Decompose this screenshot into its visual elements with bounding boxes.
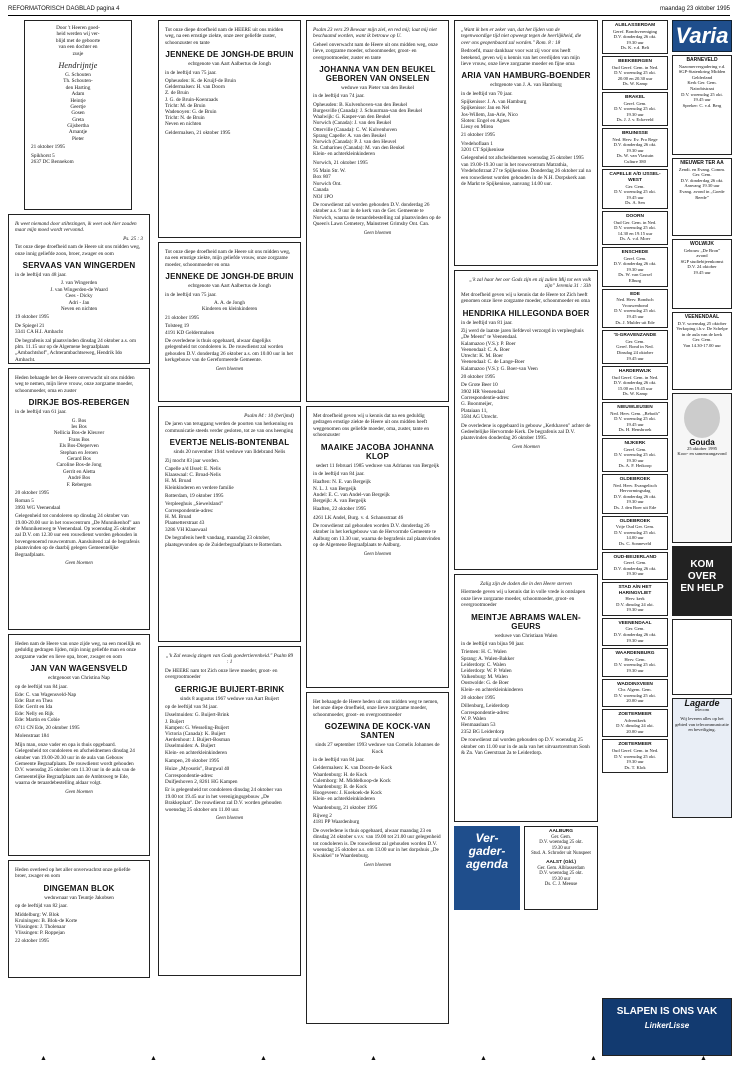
notice-age: in de leeftijd van 74 jaar. [313,93,365,100]
notice-intro: Met droefheid geven wij u kennis dat de Heere tot Zich heeft genomen onze lieve zorgzame moeder, schoonmoeder en oma [461,291,590,305]
column-3 [306,20,449,1028]
notice-sub: echtgenoot van Christina Nap [48,675,110,682]
notice-sub: sinds 8 augustus 1967 weduwe van Aart Buijert [180,695,279,702]
notice-address: Huize „Myosotis", Burgwal 40 Correspondentie-adres: Duifjeshoven 2, 8261 HG Kampen [165,766,238,785]
notice-closing: Geen bloemen [215,816,244,821]
agenda-item: DOORN Oud Ger. Gem. in Ned. D.V. woensdag 25 okt. 14.30 en 19.15 uur Ds. A. v.d. Moer [602,211,668,245]
agenda-item: BEEKBERGEN Oud Geref. Gem. in Ned. D.V. woensdag 25 okt. 20.00 en 20.30 uur Ds. W. Kamp [602,56,668,90]
ad-kom-over-en-help: KOM OVER EN HELP [672,546,732,616]
notice-date: Norwich, 21 oktober 1995 [313,159,368,166]
notice-note: Gelegenheid tot afscheidnemen woensdag 25 oktober 1995 van 19.00-19.30 uur in het rouwcentrum Matrathia, Vredehofstraat 27 te Spijkenisse. Donderdag 26 oktober zal na een rouwdienst worden gehouden in de N.H. Dorpskerk aan de Markt te Spijkenisse, aanvang 14.00 uur. [461,155,591,188]
agenda-item: STAD A/N HET HARINGVLIET Herv. kerk D.V. dinsdag 24 okt. 19.30 uur [602,582,668,616]
notice-sub: echtgenote van Aart Aalbertus de Jongh [188,283,271,290]
notice-name: HENDRIKA HILLEGONDA BOER [462,308,590,318]
notice-gozewina [306,692,449,1024]
notice-name: JENNEKE DE JONGH-DE BRUIN [165,272,294,282]
ad-veenendaal: VEENENDAAL D.V. woensdag 25 oktober Verkoping t.b.v. De Schelpe in de aula van de kerk Ger. Gem. Van 14.30-17.00 uur [672,312,732,390]
notice-age: op de leeftijd van 94 jaar. [165,704,218,711]
birth-date: 21 oktober 1995 [31,144,66,151]
varia-banner: Varia [672,20,732,52]
notice-name: DINGEMAN BLOK [43,883,115,893]
agenda-item: OLDEBROEK Vrije Oud Ger. Gem. D.V. woensdag 25 okt. 14.00 uur Ds. C. Sonneveld [602,516,668,550]
notice-age: in de leeftijd van 75 jaar. [165,69,217,76]
notice-age: Zij mocht 83 jaar worden. [165,457,220,464]
notice-evertje [158,406,301,642]
notice-intro: Geheel onverwacht nam de Heere uit ons midden weg, onze lieve, zorgzame moeder, schoonmoeder, groot- en overgrootmoeder, zuster en tante [313,41,438,61]
notice-note: De overledene is thuis opgebaard, alwaar maandag 23 en dinsdag 24 oktober s.v.v. van 19.00 tot 21.00 uur gelegenheid tot condoleren is. De rouwdienst zal gehouden worden D.V. woensdag 25 oktober a.s. om 13.00 uur in het dorpshuis „De Kwakkel" te Waardenburg. [313,827,441,860]
notice-name: SERVAAS VAN WINGERDEN [22,261,136,271]
registration-mark: ▲ [590,1054,597,1062]
page-header [8,4,730,16]
notice-age: in de leeftijd van 84 jaar. [313,757,365,764]
notice-address: Tolsteeg 19 4191 KD Geldermalsen [165,323,215,336]
notice-date: Kampen, 20 oktober 1995 [165,757,220,764]
notice-verse: Psalm 84 : 10 (berijmd) [244,413,294,419]
notice-family: J. van Wingerden J. van Wingerden-de Waard Cees - Dicky Adri - Jan Neven en nichten [50,280,108,312]
notice-intro: Tot onze diepe droefheid nam de Heere uit ons midden weg, onze innig geliefde zoon, broer, zwager en oom [15,244,141,257]
notice-family: Opheusden: K. de Kruijf-de Bruin Geldermalsen: H. van Doorn Z. de Bruin J. G. de Bruin-Koenraads Tricht: M. de Bruin Wadenoyen: G. de Bruin Tricht: N. de Bruin Neven en nichten [165,78,237,128]
agenda-item: BRUINISSE Ned. Herv. Ev. Pro Rege D.V. donderdag 26 okt. 19.30 uur Ds. W. van Vlastuin Culture 380 [602,128,668,168]
agenda-item: HARDERWIJK Oud Geref. Gem. in Ned. D.V. donderdag 26 okt. 15.00 en 19.45 uur Ds. W. Kamp [602,366,668,400]
agenda-item: BRAKEL Geref. Gem. D.V. woensdag 25 okt. 19.30 uur Ds. J. J. v. Eckeveld [602,92,668,126]
notice-address: Rijweg 2 4181 PP Waardenburg [313,812,360,826]
notice-intro: Hiermede geven wij u kennis dat in volle vrede is ontslapen onze lieve zorgzame moeder, schoonmoeder, groot- en overgrootmoeder [461,589,586,609]
notice-address: Roman 5 3993 WG Veenendaal [15,498,61,511]
notice-sub: weduwe van Pieter van den Beukel [340,85,415,92]
registration-mark: ▲ [260,1054,267,1062]
notice-family: G. Bos Ies Bos Nellicia Bos-de Kleuver Frans Bos Els Bos-Dieperven Stephan en Jeroen Gerard Bos Caroline Bos-de Jong Gerrit en Aletta André Bos F. Rebergen [53,417,105,488]
notice-closing: Geen bloemen [65,560,93,566]
registration-mark: ▲ [150,1054,157,1062]
notice-note: De overledene is thuis opgebaard, alwaar dagelijks gelegenheid tot condoleren is. De rouwdienst zal worden gehouden D.V. donderdag 26 oktober a.s. om 10.00 uur in het kerkgebouw van de Gereformeerde Gemeente. [165,338,293,364]
notice-age: op de leeftijd van 84 jaar. [15,683,68,690]
notice-name: JOHANNA VAN DEN BEUKEL GEBOREN VAN ONSELEN [319,65,436,84]
ad-lagarde: Lagarde telecom Wij leveren alles op het gebied van telecommunicatie en beveiliging. [672,698,732,818]
notice-address: Vredehoflaan 1 3201 CT Spijkenisse [461,140,505,153]
notice-intro: Heden nam de Heere van onze zijde weg, na een moeilijk en geduldig gedragen lijden, mijn innig geliefde man en onze zorgzame vader en lieve opa, broer, zwager en oom [15,641,141,660]
notice-date: 20 oktober 1995 [461,694,496,701]
notice-age: in de leeftijd van 48 jaar. [15,272,67,279]
registration-mark: ▲ [700,1054,707,1062]
column-2 [158,20,301,980]
vergader-agenda-block [454,826,598,910]
notice-intro: Het behaagde de Heere heden uit ons midden weg te nemen, het onze diepe droefheid, onze lieve zorgzame moeder, schoonmoeder, groot- en overgrootmoeder [313,699,439,718]
agenda-item: ENSCHEDE Geref. Gem. D.V. donderdag 26 okt. 19.30 uur Ds. W. van Gorsel Elburg [602,247,668,287]
ad-nieuwer-ter-aa: NIEUWER TER AA Zendi. en Evang. Comm. Ger. Gem. D.V. donderdag 26 okt. Aanvang 19.30 uur Evang. avond in „Goede Reede” [672,158,732,236]
notice-age: in de leeftijd van 70 jaar. [461,90,513,97]
notice-sub: weduwe van Christiaan Walen [494,632,558,639]
header-right: maandag 23 oktober 1995 [659,6,730,12]
notice-address: Molenstraat 184 [15,733,49,740]
ad-gouda: Gouda 25 oktober 1995 Koor- en samenzangavond [672,393,732,543]
notice-date: 21 oktober 1995 [165,314,200,321]
notice-note: De rouwdienst zal gehouden worden D.V. donderdag 26 oktober in het kerkgebouw van de Hervormde Gemeente te Aalburg om 13.30 uur, waarna de begrafenis zal plaatsvinden op de Algemene Begraafplaats te Aalburg. [313,523,441,549]
notice-gerrigje [158,646,301,976]
notice-closing: Geen bloemen [363,551,392,557]
agenda-item: NIEUWLEUSEN Ned. Herv. Gem. „Beboth” D.V. woensdag 25 okt. 19.45 uur Ds. H. Hensbroek [602,402,668,436]
agenda-item: CAPELLE A/D IJSSEL-WEST Ger. Gem. D.V. woensdag 25 okt. 19.45 uur Ds. A. Sen [602,169,668,209]
agenda-item: ZOETERMEER Adventkerk D.V. dinsdag 24 okt. 20.00 uur [602,709,668,737]
notice-age: in de leeftijd van bijna 90 jaar. [461,641,525,648]
notice-verse: Zalig zijn de doden die in den Heere sterven [480,581,572,587]
notice-intro: Heden behaagde het de Heere onverwacht uit ons midden weg te nemen, mijn lieve vrouw, onze zorgzame moeder, schoonmoeder, oma en zuster [15,375,135,394]
agenda-aalst: AALST (Gld.) [546,859,576,865]
notice-family: Ede: C. van Wagensveld-Nap Ede: Bart en Thea Ede: Gerrit en Ida Ede: Nelly en Rijk Ede: Martin en Cobie [15,692,77,723]
birth-family: G. Schouten Th. Schouten- den Harting Adam Heintje Geertje Gosen Greta Gijsbertha Arnantje Pieter [63,71,93,142]
notice-age: in de leeftijd van 81 jaar. [461,319,513,326]
notice-note: De begrafenis zal plaatsvinden dinsdag 24 oktober a.s. om plm. 11.15 uur op de Algemene begraafplaats „Ambachtshof", Achterambachtseweg, Hendrik Ido Ambacht. [15,337,137,363]
right-column [672,20,732,821]
agenda-item: ZOETERMEER Oud Geref. Gem. in Ned. D.V. woensdag 25 okt. 19.30 uur Ds. T. Klok [602,739,668,773]
column-4 [454,20,598,910]
birth-name: Hendrijntje [58,60,98,70]
notice-age: in de leeftijd van 61 jaar. [15,409,67,416]
verse-ref: Ps. 25 : 3 [123,235,143,242]
agenda-item: 'S-GRAVENZANDE Ger. Gem. Geref. Bond in Ned. Dinsdag 24 oktober 19.45 uur [602,330,668,364]
notice-age: in de leeftijd van 84 jaar. [313,471,365,478]
notice-age: in de leeftijd van 75 jaar. [165,291,217,298]
ad-barneveld: BARNEVELD Nazomervergadering v.d. SGP-Statenkring Midden Gelderland Kerk Ger. Gem. Nairobistraat D.V. woensdag 25 okt. 19.45 uur Spreker: C. v.d. Berg [672,55,732,155]
notice-verse: „'k zal haar het oor Gods zijn en zij zullen Mij tot een volk zijn" Jeremia 31 : 33b [469,277,591,290]
notice-family: Opheusden: B. Kulvenhoven-van den Beukel Burgesville (Canada): J. Schuurman-van den Beukel Waalwijk: G. Kasper-van den Beukel Norwich (Canada): J. van den Beukel Otterville (Canada): C. W. Kulvenhoven Sprang Capelle: A. van den Beukel Norwich (Canada): P. J. van den Heuvel St. Catharines (Canada): M. van den Beukel Klein- en achterkleinkinderen [313,101,423,158]
notice-date: 6711 CN Ede, 20 oktober 1995 [15,724,80,731]
gouda-emblem [684,398,720,438]
notice-name: EVERTJE NELIS-BONTENBAL [169,438,290,448]
notice-name: GERRIGJE BUIJERT-BRINK [174,684,285,694]
notice-sub: echtgenote van Aart Aalbertus de Jongh [188,61,271,68]
notice-sub: sinds 27 september 1993 weduwe van Cornelis Johannes de Kock [315,742,440,755]
notice-name: MAAIKE JACOBA JOHANNA KLOP [320,442,435,461]
notice-intro: Met droefheid geven wij u kennis dat na een geduldig gedragen ernstige ziekte de Heere uit ons midden heeft weggenomen ons geliefde moeder, oma, zuster, tante en schoonzuster [313,413,429,439]
notice-family: IJsselmuiden: G. Buijert-Brink J. Buijert Kampen: G. Wesseling-Buijert Victoria (Canada): K. Buijert Aerdenhout: J. Buijert-Bosman IJsselmuiden: A. Buijert Klein- en achterkleinkinderen [165,712,230,756]
notice-address: 95 Main Str. W. Box 807 Norwich Ont. Canada NOJ 1PO [313,167,346,200]
vergader-agenda-list: AALBURG Ger. Gem. D.V. woensdag 25 okt. 19.30 uur Stud. A. Schroder uit Nunspeet AALST (Gld.) Ger. Gem. Alblasserdam D.V. woensdag 25 okt. 19.30 uur Ds. C. J. Meeuse [524,826,598,910]
notice-note: De rouwdienst zal worden gehouden D.V. donderdag 26 oktober a.s. 9 uur in de kerk van de Ger. Gemeente te Norwich, waarna de teraardebestelling zal plaatsvinden op de Queen's Lawn Cemetery, Mainstreet Grimsby Ont. Can. [313,201,441,228]
agenda-item: OLDEBROEK Ned. Herv. Evangelisch Hervormingsdag D.V. donderdag 26 okt. 19.30 uur Ds. J. den Boer uit Ede [602,474,668,514]
notice-verse: „'k Zal eeuwig zingen van Gods goedertierenheid." Psalm 89 : 1 [165,653,294,666]
registration-mark: ▲ [370,1054,377,1062]
notice-note: Mijn man, onze vader en opa is thuis opgebaard. Gelegenheid tot condoleren en afscheidnemen dinsdag 24 oktober van 19.00-20.30 uur in de aula van Gebouw Gemeente Begraafplaats. De rouwdienst wordt gehouden D.V. woensdag 25 oktober om 11.30 uur in de aula van de Gemeentelijke Begraafplaats aan de Ambtsweg te Ede, waarna de teraardebestelling aldaar volgt. [15,741,136,787]
header-rule [8,15,730,16]
notice-servaas [8,214,150,364]
notice-address: De Spiegel 21 3341 CA H.I. Ambacht [15,322,63,336]
notice-name: GOZEWINA DE KOCK-VAN SANTEN [324,722,431,741]
notice-intro: De HEERE nam tot Zich onze lieve moeder, groot- en overgrootmoeder [165,667,278,681]
notice-age: op de leeftijd van 82 jaar. [15,903,68,910]
agenda-aalburg: AALBURG [549,829,573,834]
notice-sub: sinds 20 november 1944 weduwe van Ildebrand Nelis [173,449,286,456]
notice-jenneke-husband [158,242,301,402]
agenda-item: NIJKERK Geref. Gem. D.V. woensdag 25 okt. 19.30 uur Ds. A. F. Heikoop [602,438,668,472]
notice-address: Verpleeghuis „Siewelsland" Correspondentie-adres: H. M. Broad Plaatsetterstraat 43 3286 VH Klaaswaal [165,501,223,533]
notice-sub: weduwnaar van Teuntje Jakobsen [44,894,114,901]
notice-family: Triemen: H. C. Walen Sprang: A. Walen-Bakker Leiderdorp: C. Walen Leiderdorp: W. P. Walen Valkenburg: M. Walen Oostwolde: G. de Boer Klein- en achterkleinkinderen [461,649,523,693]
notice-intro: Bedroefd, maar dankbaar voor wat zij voor ons heeft betekend, geven wij u kennis van het overlijden van mijn lieve vrouw, onze lieve zorgzame moeder en fijne oma [461,48,580,68]
agenda-sidebar [602,20,668,775]
registration-mark: ▲ [40,1054,47,1062]
notice-aria [454,20,598,266]
notice-intro: Heden overleed op het aller onverwachtst onze geliefde broer, zwager en oom [15,867,131,880]
notice-name: JAN VAN WAGENSVELD [30,664,128,674]
agenda-item: EDE Ned. Herv. Bondsch Vrouwenbond D.V. woensdag 25 okt. 19.45 uur Ds. J. Mulder uit Ede [602,289,668,329]
notice-date: Rotterdam, 19 oktober 1995 [165,492,224,499]
notice-intro: Tot onze diepe droefheid nam de HEERE uit ons midden weg, na een ernstige ziekte, onze zeer geliefde zuster, schoonzuster en tante [165,27,284,46]
notice-sub: echtgenote van J. A. van Hamburg [490,82,562,89]
notice-note: Gelegenheid tot condoleren op dinsdag 24 oktober van 19.00-20.00 uur in het rouwcentrum „De Munnikenhof" aan de Munnikenweg te Veenendaal. Op woensdag 25 oktober zal D.V. om 12.30 uur een rouwdienst worden gehouden in bovengenoemd rouwcentrum. Aansluitend zal de begrafenis plaatsvinden op de daarbij gelegen Gemeentelijke Begraafplaats. [15,513,141,558]
notice-date: Geldermalsen, 21 oktober 1995 [165,129,231,136]
notice-address: De Grote Beer 10 3902 HR Veenendaal Correspondentie-adres: G. Boonmeijer, Plataiaan 11, 3584 AG Utrecht. [461,382,510,421]
notice-family: Haaften: N. E. van Bergeijk N. L. J. van Bergeijk Andel: E. C. van Andel-van Bergeijk Bergeijk: A. van Bergeijk [313,479,390,504]
agenda-item: ALBLASSERDAM Geref. Bondsvereniging D.V. donderdag 26 okt. 19.30 uur Ds. K. v.d. Belt [602,20,668,54]
notice-maaike [306,406,449,688]
ad-slapen-is-ons-vak: SLAPEN IS ONS VAK LinkerLisse [602,998,732,1056]
notice-name: JENNEKE DE JONGH-DE BRUIN [165,50,294,60]
notice-family: Spijkenisse: J. A. van Hamburg Spijkenisse: Jan en Nel Jos-Willem, Jan-Arie, Nico Sloten: Engel en Agnes Lieuy en Mirea [461,99,527,130]
notice-family: A. A. de Jongh Kinderen en kleinkinderen [201,300,258,313]
birth-notice-hendrijntje [24,20,132,210]
notice-name: MEINTJE ABRAMS WALEN-GEURS [471,612,581,631]
notice-dirkje [8,368,150,630]
notice-note: De begrafenis heeft vandaag, maandag 23 oktober, plaatsgevonden op de Zuiderbegraafplaats te Rotterdam. [165,535,283,548]
agenda-item: WADDINXVEEN Chr. Algem. Gem. D.V. woensdag 25 okt. 20.00 uur [602,679,668,707]
vergader-agenda-banner: Ver- gader- agenda [454,826,520,910]
agenda-item: WAARDENBURG Herv. Gem. D.V. woensdag 25 okt. 19.30 uur [602,648,668,676]
notice-closing: Geen bloemen [512,444,540,450]
notice-family: Zij werd de laatste jaren liefdevol verzorgd in verpleeghuis „De Meent" te Veenendaal. Kalamazoo (V.S.): P. Boer Veenendaal: C. A. Boer Utrecht: K. M. Boer Veenendaal: C. de Lange-Boer Kalamazoo (V.S.): G. Boer-van Veen [461,328,584,372]
notice-johanna [306,20,449,402]
column-1 [8,20,150,982]
notice-jenneke-family [158,20,301,238]
notice-date: Waardenburg, 21 oktober 1995 [313,804,378,811]
notice-intro: Tot onze diepe droefheid nam de Heere uit ons midden weg, na een ernstige ziekte, mijn geliefde vrouw, onze zorgzame moeder, schoonmoeder en oma [165,249,291,268]
notice-note: De rouwdienst zal worden gehouden op D.V. woensdag 25 oktober om 11.00 uur in de aula van het uitvaartcentrum Sonh & Zn. Van Geerstraat 2a te Leiderdorp. [461,737,590,756]
notice-jan [8,634,150,856]
notice-date: 21 oktober 1995 [461,132,496,139]
notice-dingeman [8,860,150,978]
notice-family: Capelle a/d IJssel: E. Nelis Klaaswaal: C. Broad-Nelis H. M. Broad Kleinkinderen en verdere familie [165,466,234,491]
notice-intro: De jaren van teruggang werden de poorten van herkenning en communicatie steeds verder gesloten, tot ze van ons heenging [165,421,294,434]
notice-closing: Geen bloemen [363,862,392,868]
agenda-item: VEENENDAAL Ger. Gem. D.V. donderdag 26 okt. 19.30 uur [602,618,668,646]
notice-closing: Geen bloemen [65,789,93,795]
notice-date: Haaften, 22 oktober 1995 [313,506,367,513]
notice-date: 19 oktober 1995 [15,314,50,321]
notice-meintje [454,574,598,822]
birth-address: Spikhorst 5 2637 DC Bennekom [31,152,74,166]
notice-name: DIRKJE BOS-REBERGEN [28,398,130,408]
notice-hendrika [454,270,598,570]
notice-sub: sedert 11 februari 1985 weduwe van Adrianus van Bergeijk [315,462,440,469]
notice-address: Dillenburg, Leiderdorp Correspondentie-adres: W. P. Walen Henmaaslaan 53 2352 BG Leiderdorp [461,703,510,735]
notice-verse: „Want ik ben er zeker van, dat het lijden van de tegenwoordige tijd niet opweegt tegen de heerlijkheid, die over ons geopenbaard zal worden." Rom. 8 : 18 [461,27,582,46]
registration-mark: ▲ [480,1054,487,1062]
notice-closing: Geen bloemen [215,366,244,372]
header-left: REFORMATORISCH DAGBLAD pagina 4 [8,6,120,12]
ad-text-block [672,619,732,695]
ad-wolwijk: WOLWIJK Gebouw „De Bron” avond SGP studiebijeenkomst D.V. 24 oktober 19.45 uur [672,239,732,309]
notice-date: 20 oktober 1995 [461,373,496,380]
notice-date: 22 oktober 1995 [15,938,50,945]
notice-closing: Geen bloemen [363,230,392,236]
agenda-item: OUD-BEIJERLAND Geref. Gem. D.V. donderdag 26 okt. 19.30 uur [602,552,668,580]
notice-verse: Ik weet niemand door stiltezingen, ik weet ook hier zouden maar mijn moed wordt vervonnd. [15,221,137,234]
notice-family: Middelburg: W. Blok Kruiningen: B. Blok-de Korte Vlissingen: J. Tholenaar Vlissingen: P. Roppejan [15,911,78,937]
notice-note: Er is gelegenheid tot condoleren dinsdag 24 oktober van 19.00 tot 19.45 uur in het verenigingsgebouw „De Brakkeplaat". De rouwdienst zal D.V. worden gehouden woensdag 25 oktober om 11.00 uur. [165,787,282,813]
notice-family: Geldermalsen: K. van Doorn-de Kock Waardenburg: H. de Kock Culemborg: M. Middelkoop-de Kock Waardenburg: B. de Kock Hoogeveen: J. Koekoek-de Kock Klein- en achterkleinkinderen [313,765,393,803]
notice-note: De overledene is opgebaard in gebouw „Kerkhaven" achter de Gedeeltelijke Hervormde Kerk. De begrafenis zal D.V. plaatsvinden donderdag 26 oktober 1995. [461,422,591,442]
notice-address: 4261 LK Andel, Burg. v. d. Schansstraat 46 [313,514,404,521]
notice-date: 20 oktober 1995 [15,489,50,496]
notice-name: ARIA VAN HAMBURG-BOENDER [461,71,591,81]
birth-intro: Door 't Heeren goed- heid werden wij ver- blijd met de geboorte van een dochter en zusje [55,25,101,57]
notice-verse: Psalm 23 vers 29 Bewaar mijn ziel, en red mij; laat mij niet beschaamd worden, want ik betrouw op U. [313,27,437,40]
